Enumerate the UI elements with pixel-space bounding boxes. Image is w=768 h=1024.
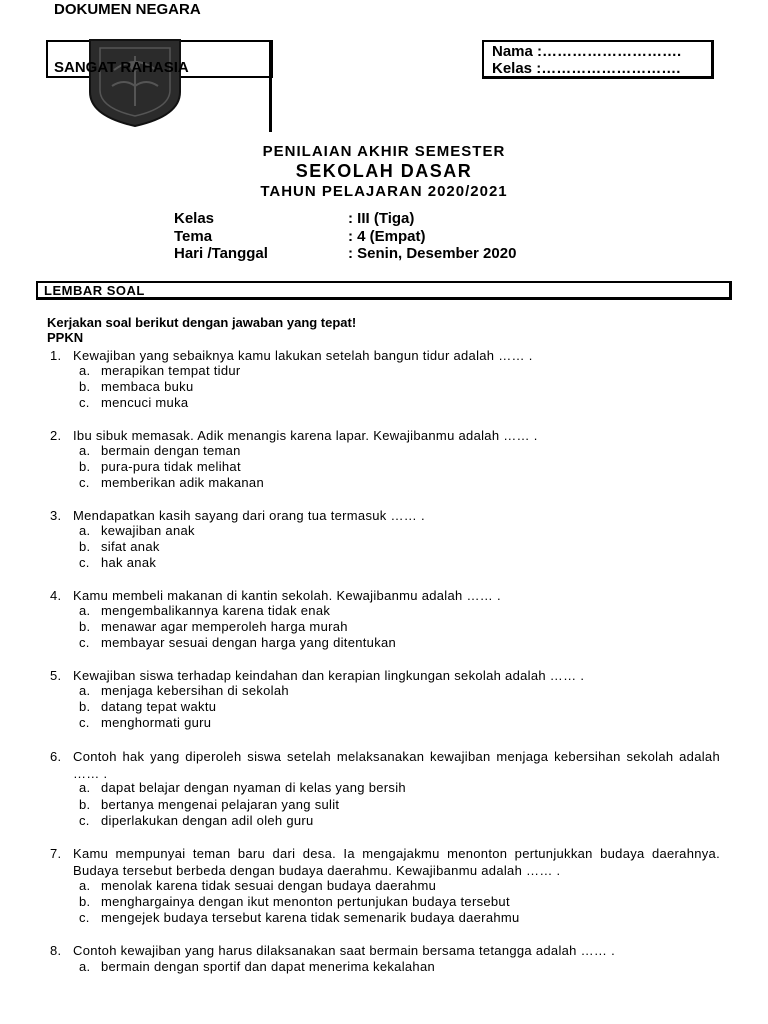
question-text: Kamu mempunyai teman baru dari desa. Ia mengajakmu menonton pertunjukkan budaya daerahnya. Budaya tersebut berbeda dengan budaya daerahmu. Kewajibanmu adalah …… .: [73, 846, 720, 878]
class-field[interactable]: Kelas :……………………….: [492, 60, 681, 77]
question-text: Kewajiban yang sebaiknya kamu lakukan setelah bangun tidur adalah …… .: [73, 348, 533, 363]
sheet-label: LEMBAR SOAL: [36, 281, 732, 300]
question-text: Ibu sibuk memasak. Adik menangis karena lapar. Kewajibanmu adalah …… .: [73, 428, 538, 443]
hari-label: Hari /Tanggal: [174, 245, 268, 262]
tut-wuri-handayani-logo: [84, 36, 186, 128]
name-field[interactable]: Nama :……………………….: [492, 43, 682, 60]
header-vertical-rule: [269, 40, 272, 132]
tema-label: Tema: [174, 228, 213, 245]
question-number: 1.: [50, 348, 62, 363]
academic-year-title: TAHUN PELAJARAN 2020/2021: [260, 183, 508, 200]
kelas-value: : III (Tiga): [348, 210, 415, 227]
question-text: Contoh hak yang diperoleh siswa setelah melaksanakan kewajiban menjaga kebersihan sekolah adalah …… .: [73, 749, 720, 781]
question-number: 8.: [50, 943, 62, 958]
question-number: 2.: [50, 428, 62, 443]
tema-value: : 4 (Empat): [348, 228, 426, 245]
question-text: Mendapatkan kasih sayang dari orang tua termasuk …… .: [73, 508, 425, 523]
exam-title: PENILAIAN AKHIR SEMESTER: [262, 143, 506, 160]
subject-heading: PPKN: [47, 330, 84, 345]
instruction-text: Kerjakan soal berikut dengan jawaban yang tepat!: [47, 315, 357, 330]
question-text: Kewajiban siswa terhadap keindahan dan kerapian lingkungan sekolah adalah …… .: [73, 668, 585, 683]
question-number: 6.: [50, 749, 62, 764]
question-number: 7.: [50, 846, 62, 861]
question-text: Kamu membeli makanan di kantin sekolah. Kewajibanmu adalah …… .: [73, 588, 501, 603]
question-text: Contoh kewajiban yang harus dilaksanakan saat bermain bersama tetangga adalah …… .: [73, 943, 616, 958]
student-identity-box: [482, 40, 714, 79]
classification-line-2: SANGAT RAHASIA: [54, 59, 189, 76]
question-number: 3.: [50, 508, 62, 523]
school-level-title: SEKOLAH DASAR: [295, 161, 473, 181]
question-number: 5.: [50, 668, 62, 683]
question-number: 4.: [50, 588, 62, 603]
hari-value: : Senin, Desember 2020: [348, 245, 517, 262]
kelas-label: Kelas: [174, 210, 215, 227]
classification-line-1: DOKUMEN NEGARA: [54, 1, 201, 18]
